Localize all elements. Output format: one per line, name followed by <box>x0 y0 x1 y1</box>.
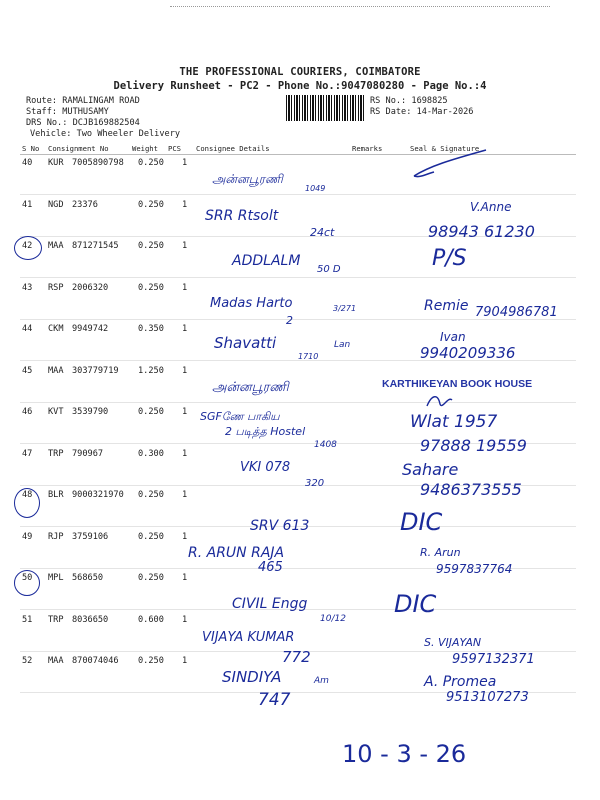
row-origin: RJP <box>48 531 64 542</box>
hw-r43-sig: Remie <box>424 298 469 314</box>
hw-r46-name2: 2 படித்த Hostel <box>225 425 306 438</box>
hw-r43-name: Madas Harto <box>210 296 293 311</box>
row-sno: 42 <box>22 241 33 251</box>
hw-r44-extra: Lan <box>334 340 351 350</box>
row-weight: 0.250 <box>138 656 164 666</box>
row-origin: MAA <box>48 656 64 666</box>
row-pcs: 1 <box>182 573 188 583</box>
hw-r47-sig: Sahare <box>402 460 459 479</box>
hw-r49-no: 465 <box>258 560 283 575</box>
row-origin: KUR <box>48 158 64 168</box>
hw-r52-extra: Am <box>314 676 329 686</box>
row-sno: 45 <box>22 365 33 376</box>
row-sno: 43 <box>22 282 33 293</box>
row-consignment: 870074046 <box>72 656 119 666</box>
hw-r51-phone: 9597132371 <box>452 652 535 667</box>
hw-r43-no: 2 <box>286 314 293 327</box>
hw-r41-phone: 98943 61230 <box>428 222 535 241</box>
hw-r48-name: SRV 613 <box>250 518 310 534</box>
row-weight: 0.250 <box>138 241 164 251</box>
hw-r46-sig: Wlat 1957 <box>410 412 498 432</box>
hw-r49-sig: R. Arun <box>420 546 461 559</box>
hw-r50-name: CIVIL Engg <box>232 596 308 612</box>
row-origin: BLR <box>48 490 64 500</box>
row-consignment: 7005890798 <box>72 158 124 168</box>
hw-r51-sig: S. VIJAYAN <box>424 636 482 649</box>
row-sno: 49 <box>22 531 33 542</box>
row-sno: 52 <box>22 656 33 666</box>
hw-r49-phone: 9597837764 <box>436 562 513 576</box>
row-origin: KVT <box>48 407 64 417</box>
hw-r51-no: 772 <box>282 648 311 666</box>
hw-r41-name: SRR Rtsolt <box>205 208 279 224</box>
circle-mark-48 <box>14 488 40 518</box>
hw-r44-no: 1710 <box>298 352 319 361</box>
row-weight: 0.250 <box>138 282 164 293</box>
runsheet-title: Delivery Runsheet - PC2 - Phone No.:9047080280 - Page No.:4 <box>113 80 487 92</box>
row-pcs: 1 <box>182 365 188 376</box>
row-weight: 0.600 <box>138 614 164 625</box>
row-sno: 40 <box>22 158 33 168</box>
circle-mark-50 <box>14 570 40 596</box>
row-weight: 0.250 <box>138 407 164 417</box>
row-divider <box>20 402 576 403</box>
row-pcs: 1 <box>182 324 188 334</box>
hw-r50-no: 10/12 <box>320 614 346 624</box>
hw-r40-no: 1049 <box>305 184 326 193</box>
hw-r42-no: 50 D <box>317 264 341 275</box>
hw-r47-no: 320 <box>305 478 325 489</box>
row-origin: MAA <box>48 241 64 251</box>
hw-r41-no: 24ct <box>310 226 335 239</box>
circle-mark-42 <box>14 236 42 260</box>
col-pcs: PCS <box>168 144 181 153</box>
row-consignment: 8036650 <box>72 614 109 625</box>
row-consignment: 23376 <box>72 199 98 210</box>
row-origin: NGD <box>48 199 64 210</box>
row-pcs: 1 <box>182 490 188 500</box>
row-sno: 48 <box>22 490 33 500</box>
row-divider <box>20 194 576 195</box>
hw-r49-name: R. ARUN RAJA <box>188 545 285 561</box>
rs-date: RS Date: 14-Mar-2026 <box>370 107 474 117</box>
row-consignment: 790967 <box>72 448 104 459</box>
barcode <box>286 95 364 121</box>
hw-r44-sig: Ivan <box>440 330 466 344</box>
col-remarks: Remarks <box>352 144 383 153</box>
hw-r48-sig: DIC <box>400 508 443 536</box>
company-title: THE PROFESSIONAL COURIERS, COIMBATORE <box>179 66 421 78</box>
hw-r52-name: SINDIYA <box>222 668 282 686</box>
row-weight: 0.250 <box>138 158 164 168</box>
hw-r43-extra: 3/271 <box>333 304 357 313</box>
drs-label: DRS No.: DCJB169882504 <box>26 118 140 128</box>
row-pcs: 1 <box>182 282 188 293</box>
row-sno: 50 <box>22 573 33 583</box>
row-pcs: 1 <box>182 407 188 417</box>
hw-r41-sig: V.Anne <box>470 200 512 214</box>
row-consignment: 568650 <box>72 573 104 583</box>
hw-r44-name: Shavatti <box>214 334 277 352</box>
row-weight: 0.300 <box>138 448 164 459</box>
row-sno: 51 <box>22 614 33 625</box>
row-sno: 46 <box>22 407 33 417</box>
hw-r52-phone: 9513107273 <box>446 690 529 705</box>
row-weight: 0.250 <box>138 531 164 542</box>
row-pcs: 1 <box>182 656 188 666</box>
hw-r46-phone: 97888 19559 <box>420 436 527 455</box>
hw-r40-name: அன்னபூரணி <box>212 172 283 186</box>
row-sno: 47 <box>22 448 33 459</box>
stamp-text: KARTHIKEYAN BOOK HOUSE <box>382 378 533 390</box>
row-weight: 0.250 <box>138 573 164 583</box>
hw-r46-no: 1408 <box>314 440 337 450</box>
hw-r47-phone: 9486373555 <box>420 480 522 499</box>
row-pcs: 1 <box>182 199 188 210</box>
col-consignment: Consignment No <box>48 144 109 153</box>
row-origin: CKM <box>48 324 64 334</box>
header-rule <box>20 154 576 155</box>
vehicle-label: Vehicle: Two Wheeler Delivery <box>30 129 181 139</box>
row-weight: 0.250 <box>138 490 164 500</box>
col-sno: S No <box>22 144 40 153</box>
row-pcs: 1 <box>182 531 188 542</box>
row-pcs: 1 <box>182 241 188 251</box>
tick-signature <box>410 148 490 182</box>
hw-r42-name: ADDLALM <box>232 253 301 269</box>
hw-date-note: 10 - 3 - 26 <box>342 740 467 768</box>
row-origin: TRP <box>48 448 64 459</box>
row-origin: MAA <box>48 365 64 376</box>
hw-r43-phone: 7904986781 <box>475 305 558 320</box>
col-consignee: Consignee Details <box>196 144 270 153</box>
col-weight: Weight <box>132 144 158 153</box>
row-consignment: 9000321970 <box>72 490 124 500</box>
hw-r52-no: 747 <box>258 690 291 710</box>
staff-label: Staff: MUTHUSAMY <box>26 107 109 117</box>
top-edge-marks <box>170 0 550 7</box>
col-seal: Seal & Signature <box>410 144 480 153</box>
row-sno: 41 <box>22 199 33 210</box>
row-consignment: 9949742 <box>72 324 109 334</box>
row-consignment: 3539790 <box>72 407 109 417</box>
route-label: Route: RAMALINGAM ROAD <box>26 96 140 106</box>
row-weight: 1.250 <box>138 365 164 376</box>
hw-r46-name: SGFணே பாகிய <box>200 410 280 423</box>
row-consignment: 3759106 <box>72 531 109 542</box>
row-origin: TRP <box>48 614 64 625</box>
stamp-scribble <box>424 390 454 412</box>
hw-r51-name: VIJAYA KUMAR <box>202 630 295 645</box>
row-sno: 44 <box>22 324 33 334</box>
row-consignment: 303779719 <box>72 365 119 376</box>
row-origin: MPL <box>48 573 64 583</box>
hw-r47-name: VKI 078 <box>240 460 291 475</box>
hw-r42-sig: P/S <box>432 246 467 271</box>
row-pcs: 1 <box>182 158 188 168</box>
row-consignment: 2006320 <box>72 282 109 293</box>
row-pcs: 1 <box>182 614 188 625</box>
row-divider <box>20 277 576 278</box>
row-weight: 0.350 <box>138 324 164 334</box>
row-pcs: 1 <box>182 448 188 459</box>
row-origin: RSP <box>48 282 64 293</box>
rs-number: RS No.: 1698825 <box>370 96 448 106</box>
hw-r50-sig: DIC <box>394 590 437 618</box>
hw-r45-name: அன்னபூரணி <box>212 380 289 395</box>
row-consignment: 871271545 <box>72 241 119 251</box>
hw-r52-sig: A. Promea <box>424 674 497 690</box>
hw-r44-phone: 9940209336 <box>420 344 516 362</box>
row-weight: 0.250 <box>138 199 164 210</box>
